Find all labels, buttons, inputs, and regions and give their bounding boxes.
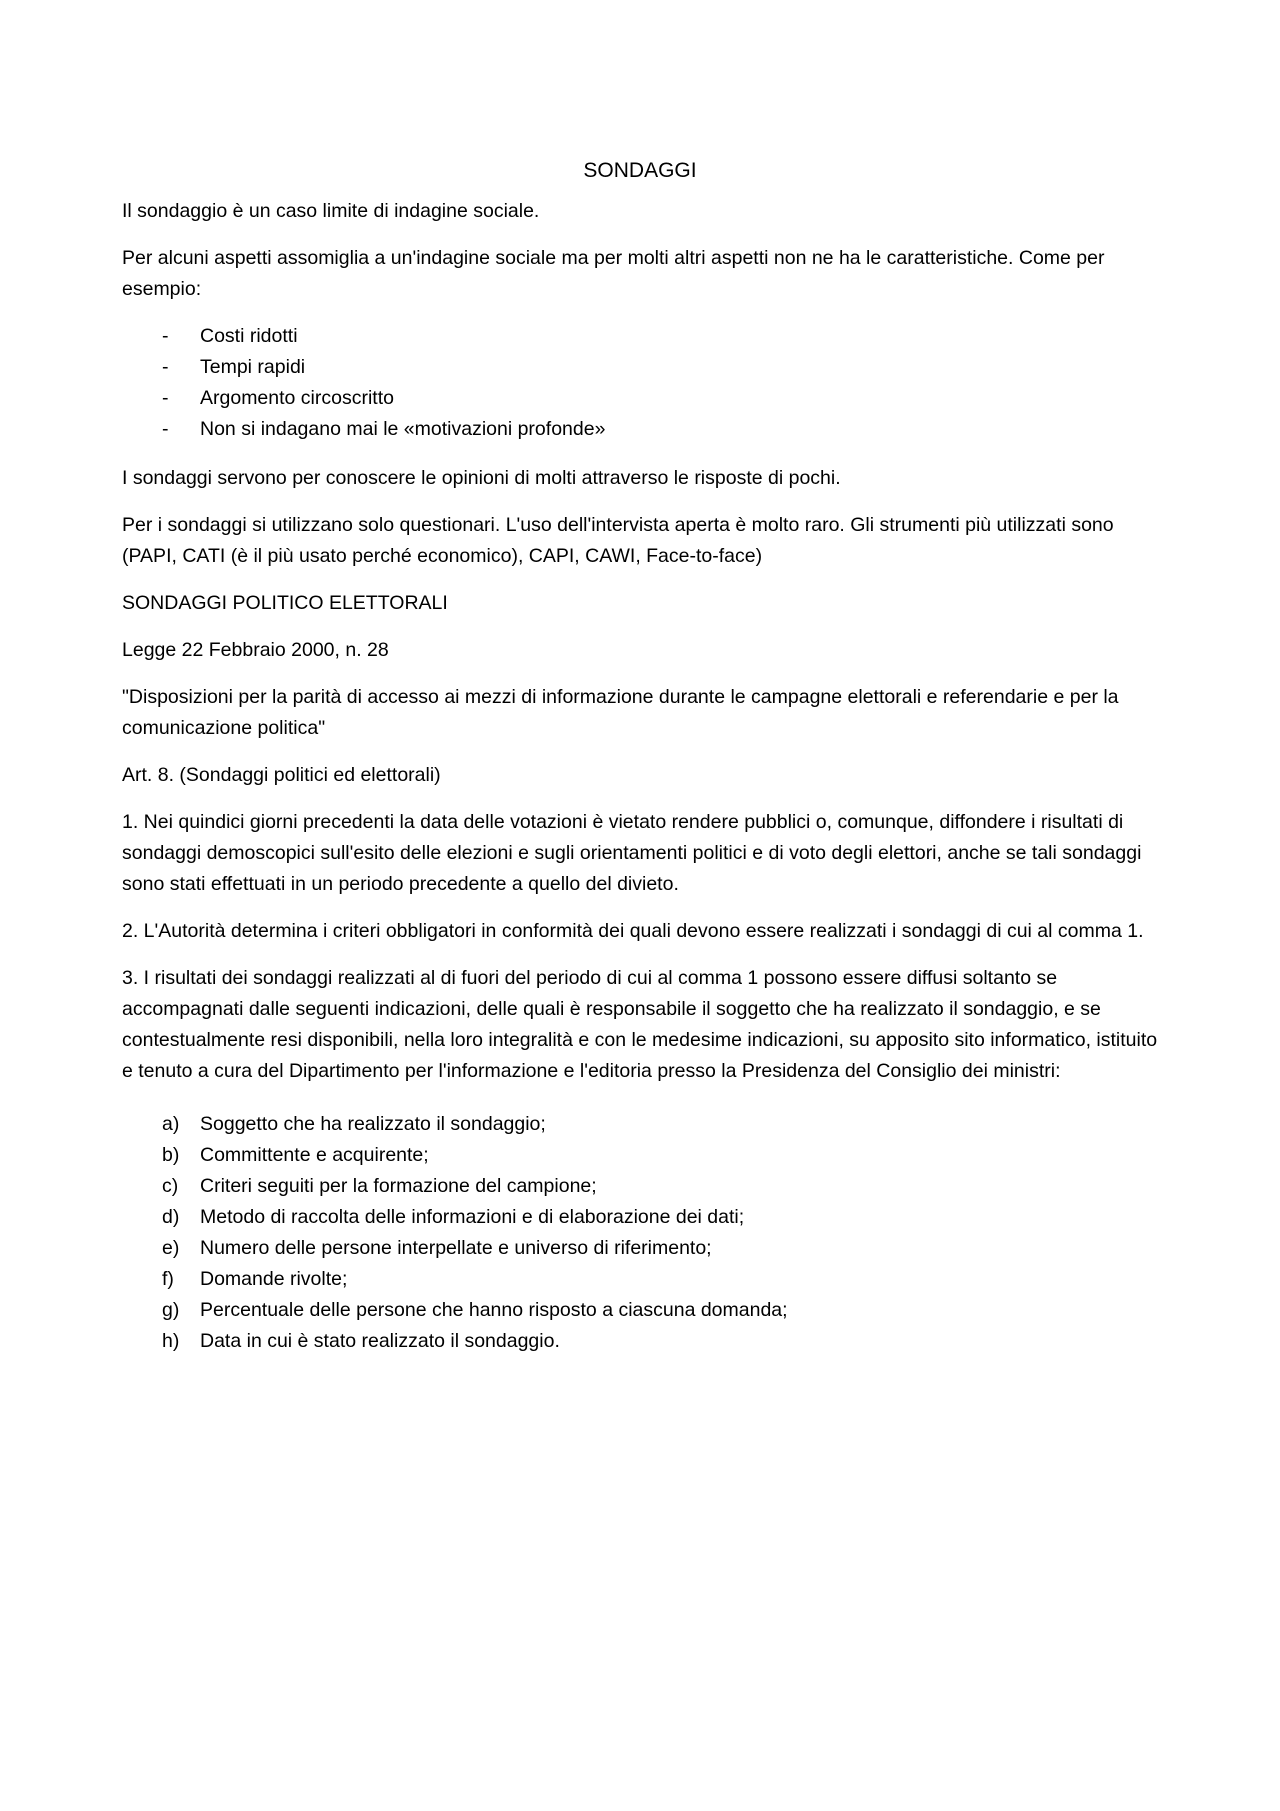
indications-list [122,1109,1158,1357]
section-heading: SONDAGGI POLITICO ELETTORALI [122,592,448,614]
article-comma-2: 2. L'Autorità determina i criteri obbligatori in conformità dei quali devono essere realizzati i sondaggi di cui al comma 1. [122,920,1144,942]
list-item-text: Metodo di raccolta delle informazioni e di elaborazione dei dati; [200,1206,745,1228]
list-marker: e) [162,1237,180,1259]
body-paragraph: I sondaggi servono per conoscere le opinioni di molti attraverso le risposte di pochi. [122,467,841,489]
list-marker: g) [162,1299,180,1321]
list-item [122,352,1158,383]
list-item [122,1140,1158,1171]
list-marker: f) [162,1268,174,1290]
list-item-text: Percentuale delle persone che hanno risposto a ciascuna domanda; [200,1299,788,1321]
list-item-text: Soggetto che ha realizzato il sondaggio; [200,1113,546,1135]
list-marker: - [162,387,169,409]
list-item [122,1326,1158,1357]
list-marker: a) [162,1113,180,1135]
list-item [122,1109,1158,1140]
list-item-text: Criteri seguiti per la formazione del campione; [200,1175,597,1197]
list-marker: b) [162,1144,180,1166]
list-item [122,1233,1158,1264]
intro-paragraph: Per alcuni aspetti assomiglia a un'indagine sociale ma per molti altri aspetti non ne ha le caratteristiche. Come per esempio: [122,247,1105,300]
body-paragraph: Per i sondaggi si utilizzano solo questionari. L'uso dell'intervista aperta è molto raro. Gli strumenti più utilizzati sono (PAPI, CATI (è il più usato perché economico), CAPI, CAWI, Face-to-face) [122,514,1114,567]
list-item-text: Non si indagano mai le «motivazioni profonde» [200,418,606,440]
list-marker: - [162,325,169,347]
list-item-text: Costi ridotti [200,325,298,347]
article-heading: Art. 8. (Sondaggi politici ed elettorali) [122,764,441,786]
list-item-text: Data in cui è stato realizzato il sondaggio. [200,1330,560,1352]
list-marker: - [162,418,169,440]
list-item-text: Tempi rapidi [200,356,306,378]
list-item [122,1202,1158,1233]
list-marker: - [162,356,169,378]
list-item-text: Committente e acquirente; [200,1144,429,1166]
list-marker: d) [162,1206,180,1228]
article-comma-1: 1. Nei quindici giorni precedenti la data delle votazioni è vietato rendere pubblici o, comunque, diffondere i risultati di sondaggi demoscopici sull'esito delle elezioni e sugli orientamenti politici e di voto degli elettori, anche se tali sondaggi sono stati effettuati in un periodo precedente a quello del divieto. [122,811,1142,895]
list-item [122,1171,1158,1202]
article-comma-3: 3. I risultati dei sondaggi realizzati al di fuori del periodo di cui al comma 1 possono essere diffusi soltanto se accompagnati dalle seguenti indicazioni, delle quali è responsabile il soggetto che ha realizzato il sondaggio, e se contestualmente resi disponibili, nella loro integralità e con le medesime indicazioni, su apposito sito informatico, istituito e tenuto a cura del Dipartimento per l'informazione e l'editoria presso la Presidenza del Consiglio dei ministri: [122,967,1158,1082]
intro-paragraph: Il sondaggio è un caso limite di indagine sociale. [122,200,540,222]
characteristics-list [122,321,1158,445]
list-item-text: Domande rivolte; [200,1268,348,1290]
list-marker: h) [162,1330,180,1352]
page-title: SONDAGGI [583,159,697,182]
law-reference: Legge 22 Febbraio 2000, n. 28 [122,639,389,661]
list-item [122,1295,1158,1326]
list-item-text: Argomento circoscritto [200,387,394,409]
list-item-text: Numero delle persone interpellate e universo di riferimento; [200,1237,712,1259]
list-marker: c) [162,1175,179,1197]
law-title: "Disposizioni per la parità di accesso ai mezzi di informazione durante le campagne elettorali e referendarie e per la comunicazione politica" [122,686,1119,739]
list-item [122,1264,1158,1295]
list-item [122,383,1158,414]
list-item [122,321,1158,352]
list-item [122,414,1158,445]
